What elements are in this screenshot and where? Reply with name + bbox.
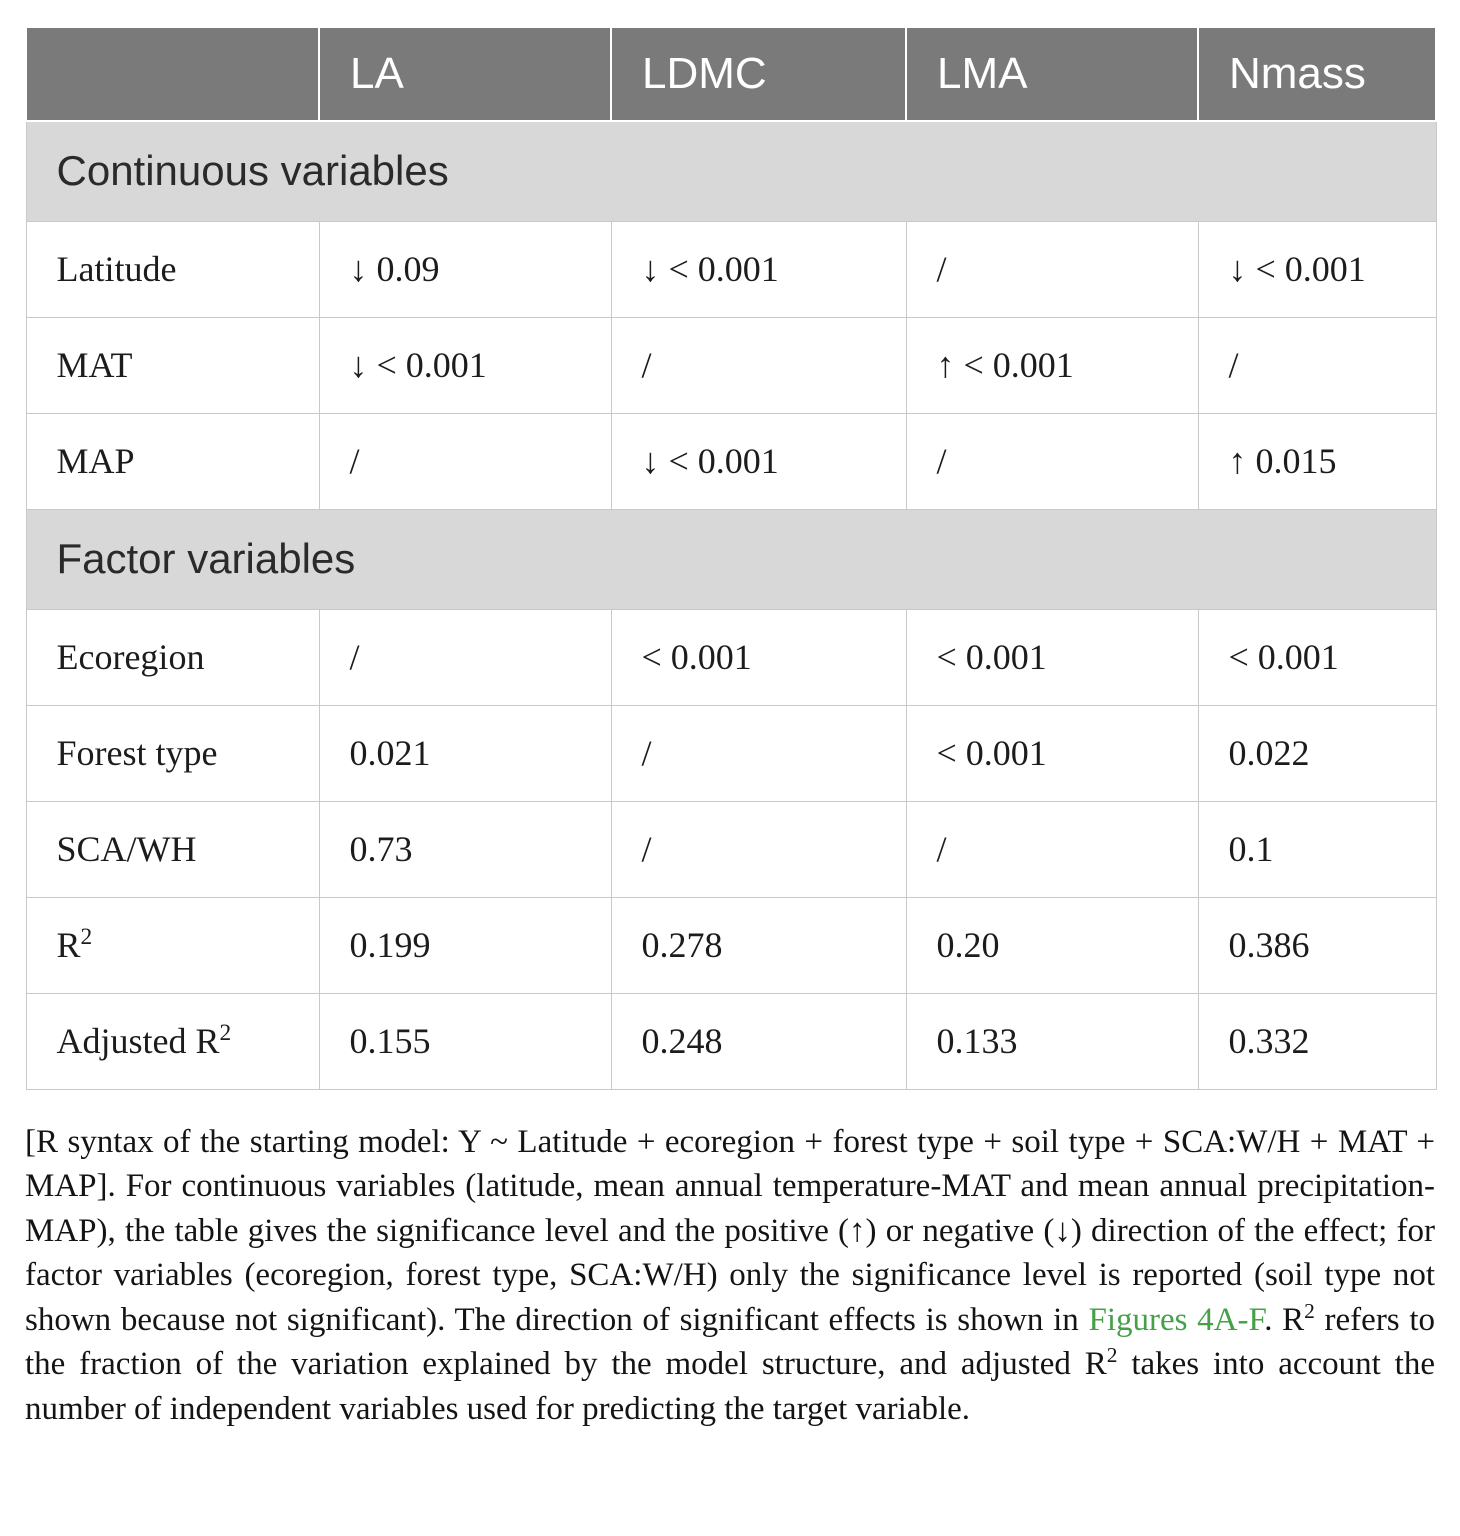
section-header-row <box>26 509 1436 609</box>
value-cell: / <box>611 801 906 897</box>
row-label: SCA/WH <box>26 801 319 897</box>
results-table <box>25 26 1437 1090</box>
row-label: MAP <box>26 413 319 509</box>
section-title: Factor variables <box>26 509 1436 609</box>
value-cell: 0.332 <box>1198 993 1436 1089</box>
value-cell: 0.386 <box>1198 897 1436 993</box>
header-cell-lma: LMA <box>906 27 1198 121</box>
value-cell: 0.021 <box>319 705 611 801</box>
header-cell-nmass: Nmass <box>1198 27 1436 121</box>
table-row <box>26 609 1436 705</box>
table-row <box>26 993 1436 1089</box>
row-label: Latitude <box>26 221 319 317</box>
header-row <box>26 27 1436 121</box>
row-label: MAT <box>26 317 319 413</box>
section-header-row <box>26 121 1436 221</box>
value-cell: 0.199 <box>319 897 611 993</box>
value-cell: < 0.001 <box>611 609 906 705</box>
value-cell: / <box>611 317 906 413</box>
table-row <box>26 413 1436 509</box>
value-cell: 0.278 <box>611 897 906 993</box>
value-cell: ↑ < 0.001 <box>906 317 1198 413</box>
value-cell: 0.133 <box>906 993 1198 1089</box>
superscript: 2 <box>1106 1343 1118 1368</box>
superscript: 2 <box>1304 1298 1315 1323</box>
row-label: Adjusted $R^2$ <box>26 993 319 1089</box>
table-row <box>26 705 1436 801</box>
value-cell: / <box>319 413 611 509</box>
value-cell: / <box>906 801 1198 897</box>
value-cell: 0.20 <box>906 897 1198 993</box>
figures-link[interactable]: Figures 4A-F <box>1088 1301 1265 1338</box>
value-cell: 0.022 <box>1198 705 1436 801</box>
value-cell: / <box>906 413 1198 509</box>
header-cell-empty <box>26 27 319 121</box>
table-body <box>26 121 1436 1089</box>
value-cell: 0.155 <box>319 993 611 1089</box>
value-cell: ↓ < 0.001 <box>611 413 906 509</box>
table-row <box>26 317 1436 413</box>
table-row <box>26 801 1436 897</box>
superscript: 2 <box>219 1020 232 1046</box>
row-label: Ecoregion <box>26 609 319 705</box>
value-cell: ↑ 0.015 <box>1198 413 1436 509</box>
caption-text: refers to the fraction of the variation explained by the model structure, and adjusted R <box>25 1301 1435 1383</box>
table-caption <box>25 1120 1435 1432</box>
value-cell: / <box>1198 317 1436 413</box>
table-row <box>26 897 1436 993</box>
value-cell: < 0.001 <box>906 609 1198 705</box>
value-cell: ↓ 0.09 <box>319 221 611 317</box>
value-cell: / <box>611 705 906 801</box>
table-header <box>26 27 1436 121</box>
value-cell: / <box>319 609 611 705</box>
caption-text: [R syntax of the starting model: Y ~ Latitude + ecoregion + forest type + soil type + SCA:W/H + MAT + MAP]. For continuous variables (latitude, mean annual temperature-MAT and mean annual precipitation-MAP), the table gives the significance level and the positive (↑) or negative (↓) direction of the effect; for factor variables (ecoregion, forest type, SCA:W/H) only the significance level is reported (soil type not shown because not significant). The direction of significant effects is shown in <box>25 1123 1435 1338</box>
row-label: $R^2$ <box>26 897 319 993</box>
caption-text: takes into account the number of independent variables used for predicting the target variable. <box>25 1346 1435 1427</box>
table-row <box>26 221 1436 317</box>
value-cell: ↓ < 0.001 <box>1198 221 1436 317</box>
header-cell-la: LA <box>319 27 611 121</box>
section-title: Continuous variables <box>26 121 1436 221</box>
value-cell: ↓ < 0.001 <box>611 221 906 317</box>
value-cell: < 0.001 <box>906 705 1198 801</box>
value-cell: < 0.001 <box>1198 609 1436 705</box>
value-cell: 0.1 <box>1198 801 1436 897</box>
header-cell-ldmc: LDMC <box>611 27 906 121</box>
value-cell: ↓ < 0.001 <box>319 317 611 413</box>
value-cell: 0.73 <box>319 801 611 897</box>
caption-text: . R <box>1264 1301 1305 1338</box>
row-label: Forest type <box>26 705 319 801</box>
value-cell: 0.248 <box>611 993 906 1089</box>
superscript: 2 <box>80 924 93 950</box>
value-cell: / <box>906 221 1198 317</box>
